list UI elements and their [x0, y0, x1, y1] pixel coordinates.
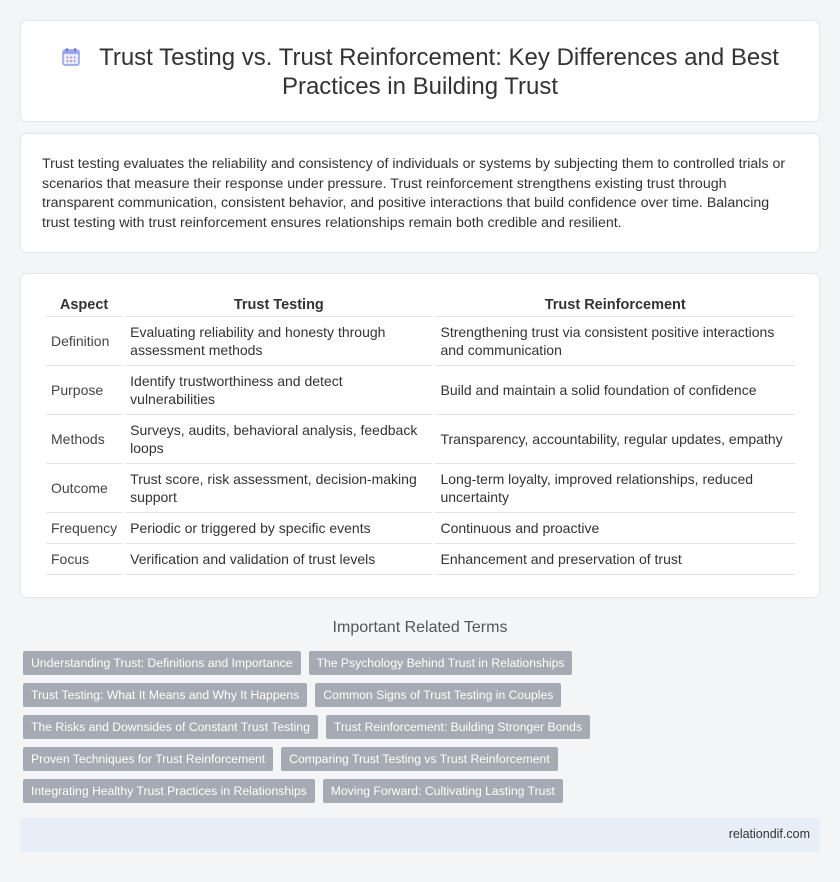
row-trust-testing: Evaluating reliability and honesty through assessment methods [125, 317, 432, 366]
row-trust-testing: Trust score, risk assessment, decision-making support [125, 464, 432, 513]
table-header-row [46, 296, 795, 317]
page-title-text: Trust Testing vs. Trust Reinforcement: Key Differences and Best Practices in Building Trust [99, 44, 779, 100]
row-trust-reinforcement: Transparency, accountability, regular updates, empathy [435, 415, 795, 464]
intro-card [20, 133, 820, 253]
table-row [46, 544, 795, 575]
table-row [46, 513, 795, 544]
header-trust-reinforcement: Trust Reinforcement [435, 296, 795, 317]
related-tag[interactable]: Integrating Healthy Trust Practices in Relationships [23, 779, 315, 803]
related-tag[interactable]: Comparing Trust Testing vs Trust Reinforcement [281, 747, 558, 771]
comparison-table [43, 296, 798, 575]
tag-row [23, 779, 563, 803]
related-terms-title: Important Related Terms [332, 619, 508, 636]
title-wrap [61, 43, 779, 101]
comparison-card [20, 273, 820, 598]
related-tag[interactable]: Trust Reinforcement: Building Stronger Bonds [326, 715, 590, 739]
header-aspect: Aspect [46, 296, 122, 317]
footer [20, 818, 820, 852]
row-aspect: Focus [46, 544, 122, 575]
tag-row [23, 747, 558, 771]
row-aspect: Definition [46, 317, 122, 366]
related-tag[interactable]: Trust Testing: What It Means and Why It Happens [23, 683, 307, 707]
related-tag[interactable]: Understanding Trust: Definitions and Importance [23, 651, 301, 675]
row-aspect: Purpose [46, 366, 122, 415]
row-trust-reinforcement: Enhancement and preservation of trust [435, 544, 795, 575]
calendar-icon [61, 45, 81, 65]
tag-row [23, 651, 572, 675]
row-trust-reinforcement: Long-term loyalty, improved relationships, reduced uncertainty [435, 464, 795, 513]
row-trust-reinforcement: Strengthening trust via consistent positive interactions and communication [435, 317, 795, 366]
tag-row [23, 715, 590, 739]
table-row [46, 317, 795, 366]
row-trust-testing: Verification and validation of trust levels [125, 544, 432, 575]
related-tag[interactable]: Moving Forward: Cultivating Lasting Trust [323, 779, 563, 803]
related-tag[interactable]: Common Signs of Trust Testing in Couples [315, 683, 561, 707]
page-title [61, 43, 779, 101]
row-aspect: Methods [46, 415, 122, 464]
related-tag[interactable]: The Risks and Downsides of Constant Trust Testing [23, 715, 318, 739]
row-aspect: Outcome [46, 464, 122, 513]
table-row [46, 366, 795, 415]
related-tag[interactable]: The Psychology Behind Trust in Relationships [309, 651, 573, 675]
row-trust-reinforcement: Build and maintain a solid foundation of confidence [435, 366, 795, 415]
table-row [46, 415, 795, 464]
footer-site-link[interactable]: relationdif.com [728, 827, 810, 841]
intro-paragraph: Trust testing evaluates the reliability and consistency of individuals or systems by subjecting them to controlled trials or scenarios that measure their response under pressure. Trust reinforcement strengthens existing trust through transparent communication, consistent behavior, and positive interactions that build confidence over time. Balancing trust testing with trust reinforcement ensures relationships remain both credible and resilient. [42, 156, 786, 231]
row-trust-testing: Periodic or triggered by specific events [125, 513, 432, 544]
row-aspect: Frequency [46, 513, 122, 544]
row-trust-reinforcement: Continuous and proactive [435, 513, 795, 544]
row-trust-testing: Surveys, audits, behavioral analysis, feedback loops [125, 415, 432, 464]
title-card [20, 20, 820, 122]
tag-row [23, 683, 561, 707]
row-trust-testing: Identify trustworthiness and detect vulnerabilities [125, 366, 432, 415]
related-tag[interactable]: Proven Techniques for Trust Reinforcement [23, 747, 273, 771]
table-row [46, 464, 795, 513]
header-trust-testing: Trust Testing [125, 296, 432, 317]
